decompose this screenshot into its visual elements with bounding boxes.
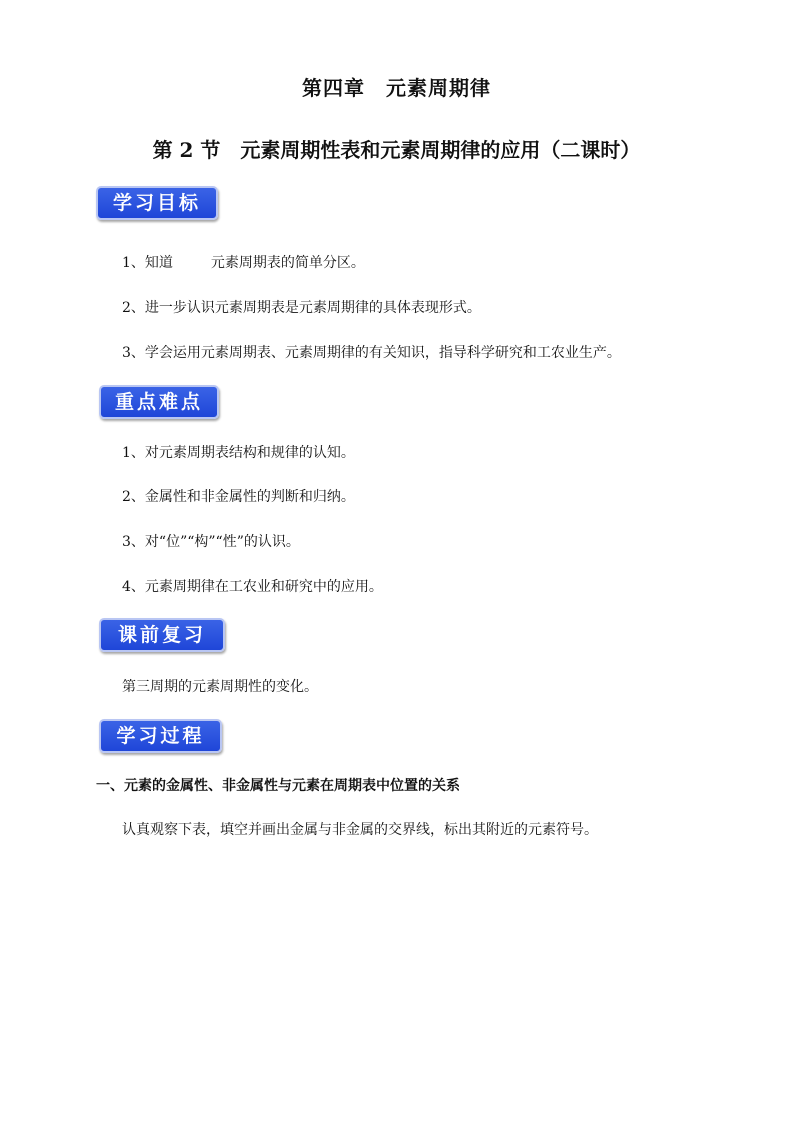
key-point-item-1: 1、对元素周期表结构和规律的认知。 — [122, 445, 355, 461]
review-badge: 课前复习 — [99, 618, 225, 652]
objective-item-3: 3、学会运用元素周期表、元素周期律的有关知识，指导科学研究和工农业生产。 — [122, 345, 621, 361]
process-text: 认真观察下表，填空并画出金属与非金属的交界线，标出其附近的元素符号。 — [122, 822, 598, 838]
objectives-badge: 学习目标 — [96, 186, 218, 220]
objective-item-2: 2、进一步认识元素周期表是元素周期律的具体表现形式。 — [122, 300, 481, 316]
key-point-item-4: 4、元素周期律在工农业和研究中的应用。 — [122, 579, 383, 595]
section-title: 第 2 节 元素周期性表和元素周期律的应用（二课时） — [152, 138, 641, 162]
key-point-item-3: 3、对“位”“构”“性”的认识。 — [122, 534, 300, 550]
process-heading: 一、元素的金属性、非金属性与元素在周期表中位置的关系 — [96, 778, 460, 794]
chapter-title: 第四章 元素周期律 — [302, 76, 491, 100]
objective-item-1-prefix: 1、知道 — [122, 255, 173, 271]
key-points-badge: 重点难点 — [99, 385, 219, 419]
review-text: 第三周期的元素周期性的变化。 — [122, 679, 318, 695]
objective-item-1-rest: 元素周期表的简单分区。 — [210, 255, 365, 271]
process-badge: 学习过程 — [99, 719, 222, 753]
key-point-item-2: 2、金属性和非金属性的判断和归纳。 — [122, 489, 355, 505]
objective-item-1 — [122, 252, 365, 272]
